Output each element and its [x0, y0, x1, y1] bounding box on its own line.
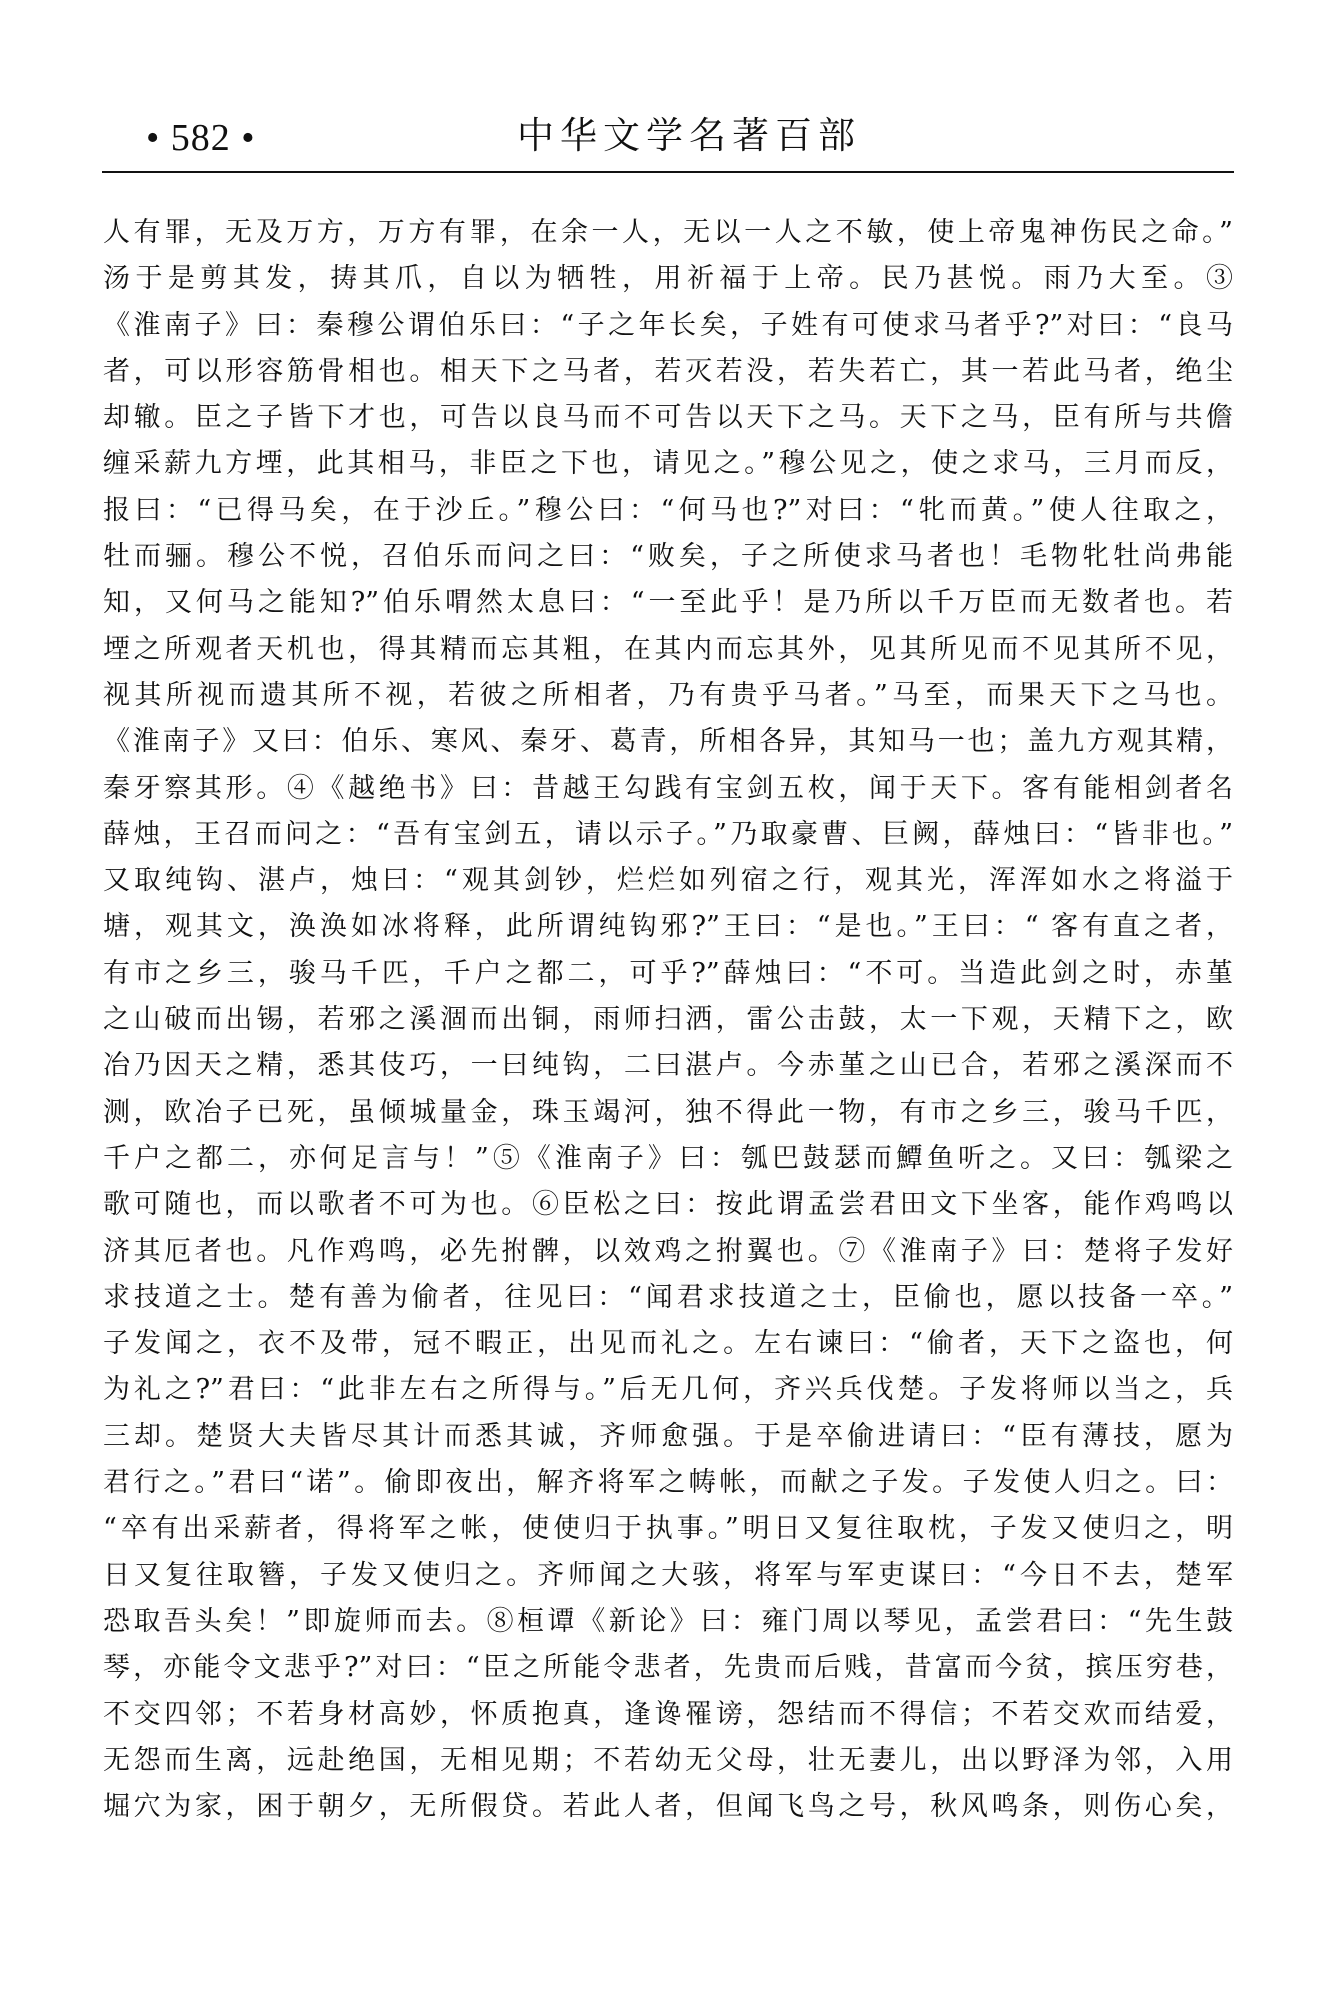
text-line: 缠采薪九方堙，此其相马，非臣之下也，请见之。”穆公见之，使之求马，三月而反，: [103, 448, 1233, 480]
text-line: 千户之都二，亦何足言与！”⑤《淮南子》曰：瓠巴鼓瑟而鱏鱼听之。又曰：瓠梁之: [103, 1142, 1233, 1174]
text-line: 济其厄者也。凡作鸡鸣，必先拊髀，以效鸡之拊翼也。⑦《淮南子》曰：楚将子发好: [103, 1235, 1233, 1267]
page-number: • 582 •: [146, 117, 256, 159]
text-line: 视其所视而遗其所不视，若彼之所相者，乃有贵乎马者。”马至，而果天下之马也。: [103, 679, 1233, 711]
text-line: 求技道之士。楚有善为偷者，往见曰：“闻君求技道之士，臣偷也，愿以技备一卒。”: [103, 1281, 1233, 1313]
text-line: 牡而骊。穆公不悦，召伯乐而问之曰：“败矣，子之所使求马者也！毛物牝牡尚弗能: [103, 541, 1233, 573]
text-line: 知，又何马之能知?”伯乐喟然太息曰：“一至此乎！是乃所以千万臣而无数者也。若: [103, 587, 1233, 619]
running-title: 中华文学名著百部: [517, 114, 861, 157]
text-line: 为礼之?”君曰：“此非左右之所得与。”后无几何，齐兴兵伐楚。子发将师以当之，兵: [103, 1374, 1233, 1406]
text-line: 之山破而出锡，若邪之溪涸而出铜，雨师扫洒，雷公击鼓，太一下观，天精下之，欧: [103, 1004, 1233, 1036]
text-line: 日又复往取簪，子发又使归之。齐师闻之大骇，将军与军吏谋曰：“今日不去，楚军: [103, 1559, 1233, 1591]
text-line: 琴，亦能令文悲乎?”对曰：“臣之所能令悲者，先贵而后贱，昔富而今贫，摈压穷巷，: [103, 1652, 1233, 1684]
text-line: 汤于是剪其发，𢭏其爪，自以为牺牲，用祈福于上帝。民乃甚悦。雨乃大至。③: [103, 263, 1233, 295]
header-rule: [102, 171, 1234, 173]
text-line: “卒有出采薪者，得将军之帐，使使归于执事。”明日又复往取枕，子发又使归之，明: [103, 1513, 1233, 1545]
text-line: 有市之乡三，骏马千匹，千户之都二，可乎?”薛烛曰：“不可。当造此剑之时，赤堇: [103, 957, 1233, 989]
text-line: 秦牙察其形。④《越绝书》曰：昔越王勾践有宝剑五枚，闻于天下。客有能相剑者名: [103, 772, 1233, 804]
page-header: [102, 108, 1234, 170]
text-line: 冶乃因天之精，悉其伎巧，一曰纯钩，二曰湛卢。今赤堇之山已合，若邪之溪深而不: [103, 1050, 1233, 1082]
text-line: 无怨而生离，远赴绝国，无相见期；不若幼无父母，壮无妻儿，出以野泽为邻，入用: [103, 1744, 1233, 1776]
text-line: 《淮南子》曰：秦穆公谓伯乐曰：“子之年长矣，子姓有可使求马者乎?”对曰：“良马: [103, 309, 1233, 341]
text-line: 报曰：“已得马矣，在于沙丘。”穆公曰：“何马也?”对曰：“牝而黄。”使人往取之，: [103, 494, 1233, 526]
text-line: 《淮南子》又曰：伯乐、寒风、秦牙、葛青，所相各异，其知马一也；盖九方观其精，: [103, 726, 1233, 758]
text-line: 恐取吾头矣！”即旋师而去。⑧桓谭《新论》曰：雍门周以琴见，孟尝君曰：“先生鼓: [103, 1605, 1233, 1637]
text-line: 却辙。臣之子皆下才也，可告以良马而不可告以天下之马。天下之马，臣有所与共儋: [103, 402, 1233, 434]
text-line: 不交四邻；不若身材高妙，怀质抱真，逢谗罹谤，怨结而不得信；不若交欢而结爱，: [103, 1698, 1233, 1730]
text-line: 测，欧冶子已死，虽倾城量金，珠玉竭河，独不得此一物，有市之乡三，骏马千匹，: [103, 1096, 1233, 1128]
text-line: 薛烛，王召而问之：“吾有宝剑五，请以示子。”乃取豪曹、巨阙，薛烛曰：“皆非也。”: [103, 818, 1233, 850]
text-line: 堀穴为家，困于朝夕，无所假贷。若此人者，但闻飞鸟之号，秋风鸣条，则伤心矣，: [103, 1791, 1233, 1823]
text-line: 子发闻之，衣不及带，冠不暇正，出见而礼之。左右谏曰：“偷者，天下之盗也，何: [103, 1328, 1233, 1360]
text-line: 君行之。”君曰“诺”。偷即夜出，解齐将军之帱帐，而献之子发。子发使人归之。曰：: [103, 1467, 1233, 1499]
text-line: 塘，观其文，涣涣如冰将释，此所谓纯钩邪?”王曰：“是也。”王曰：“ 客有直之者，: [103, 911, 1233, 943]
text-line: 人有罪，无及万方，万方有罪，在余一人，无以一人之不敏，使上帝鬼神伤民之命。”: [103, 217, 1233, 248]
text-line: 歌可随也，而以歌者不可为也。⑥臣松之曰：按此谓孟尝君田文下坐客，能作鸡鸣以: [103, 1189, 1233, 1221]
body-text: [103, 210, 1233, 1830]
text-line: 又取纯钩、湛卢，烛曰：“观其剑钞，烂烂如列宿之行，观其光，浑浑如水之将溢于: [103, 865, 1233, 897]
text-line: 堙之所观者天机也，得其精而忘其粗，在其内而忘其外，见其所见而不见其所不见，: [103, 633, 1233, 665]
text-line: 三却。楚贤大夫皆尽其计而悉其诚，齐师愈强。于是卒偷进请曰：“臣有薄技，愿为: [103, 1420, 1233, 1452]
text-line: 者，可以形容筋骨相也。相天下之马者，若灭若没，若失若亡，其一若此马者，绝尘: [103, 355, 1233, 387]
